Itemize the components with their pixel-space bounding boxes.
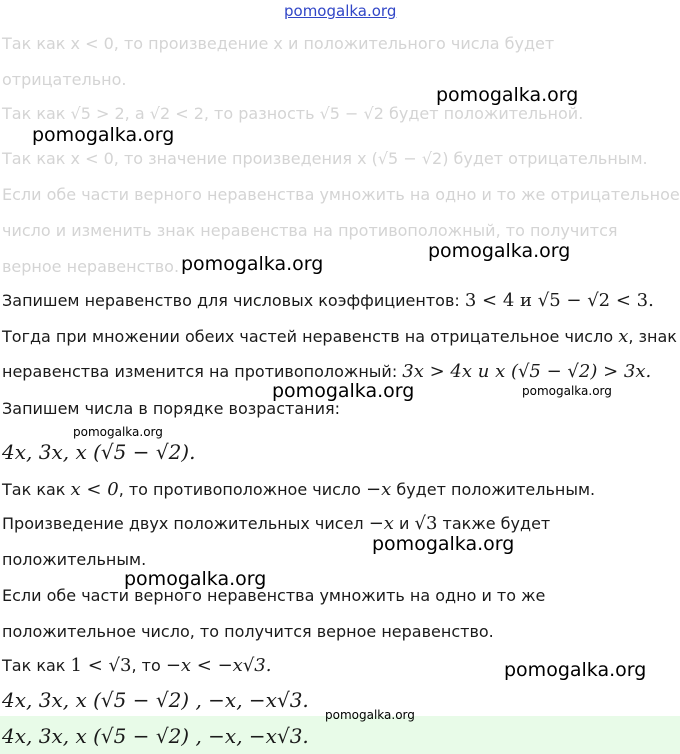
text-line-18 [2, 654, 271, 678]
watermark: pomogalka.org [436, 84, 579, 106]
watermark-top-link[interactable]: pomogalka.org [284, 2, 397, 20]
math-product-inequality: −x < −x√3. [165, 655, 272, 676]
text-line-9-tail: , знак [628, 327, 677, 346]
math-sqrt3: √3 [414, 513, 438, 534]
text-line-3: Так как √5 > 2, а √2 < 2, то разность √5 − √2 будет положительной. [2, 104, 584, 123]
math-inequalities: 3x > 4x и x (√5 − √2) > 3x. [402, 361, 652, 382]
text-line-5: Если обе части верного неравенства умножить на одно и то же отрицательное [2, 185, 680, 204]
math-order-1: 4x, 3x, x (√5 − √2). [2, 440, 196, 464]
text-line-13-text: Так как [2, 480, 71, 499]
text-line-9-text: Тогда при множении обеих частей неравенств на отрицательное число [2, 327, 619, 346]
text-line-11: Запишем числа в порядке возрастания: [2, 399, 341, 418]
text-line-2: отрицательно. [2, 70, 127, 89]
text-line-1: Так как x < 0, то произведение x и положительного числа будет [2, 34, 555, 53]
math-one-less-sqrt3: 1 < √3 [70, 655, 132, 676]
watermark-small: pomogalka.org [325, 708, 415, 722]
text-line-15: положительным. [2, 550, 147, 569]
watermark-small: pomogalka.org [522, 384, 612, 398]
text-line-4: Так как x < 0, то значение произведения x (√5 − √2) будет отрицательным. [2, 149, 648, 168]
text-line-7: верное неравенство. [2, 257, 180, 276]
watermark: pomogalka.org [504, 659, 647, 681]
text-line-16: Если обе части верного неравенства умножить на одно и то же [2, 586, 546, 605]
text-line-9 [2, 325, 677, 349]
watermark: pomogalka.org [181, 253, 324, 275]
text-line-8 [2, 289, 654, 313]
text-line-14-text: Произведение двух положительных чисел [2, 514, 369, 533]
text-line-13-tail: будет положительным. [391, 480, 596, 499]
watermark: pomogalka.org [372, 533, 515, 555]
text-line-14-mid: и [393, 514, 415, 533]
text-line-13-mid: , то противоположное число [118, 480, 367, 499]
text-line-10-text: неравенства изменится на противоположный: [2, 362, 403, 381]
text-line-8-text: Запишем неравенство для числовых коэффициентов: [2, 291, 465, 310]
math-order-2: 4x, 3x, x (√5 − √2) , −x, −x√3. [2, 688, 309, 712]
text-line-13 [2, 478, 595, 502]
watermark-small: pomogalka.org [73, 425, 163, 439]
text-line-14-tail: также будет [437, 514, 551, 533]
watermark: pomogalka.org [32, 124, 175, 146]
math-minus-x-2: −x [368, 513, 394, 534]
text-line-18-mid: , то [131, 656, 166, 675]
text-line-6: число и изменить знак неравенства на противоположный, то получится [2, 221, 618, 240]
math-x: x [618, 326, 629, 347]
math-coefficients: 3 < 4 и √5 − √2 < 3. [464, 290, 654, 311]
math-answer: 4x, 3x, x (√5 − √2) , −x, −x√3. [2, 724, 309, 748]
watermark: pomogalka.org [124, 568, 267, 590]
watermark: pomogalka.org [428, 240, 571, 262]
text-line-17: положительное число, то получится верное неравенство. [2, 622, 494, 641]
text-line-18-text: Так как [2, 656, 71, 675]
math-minus-x: −x [366, 479, 392, 500]
watermark: pomogalka.org [272, 380, 415, 402]
math-x-negative: x < 0 [70, 479, 119, 500]
